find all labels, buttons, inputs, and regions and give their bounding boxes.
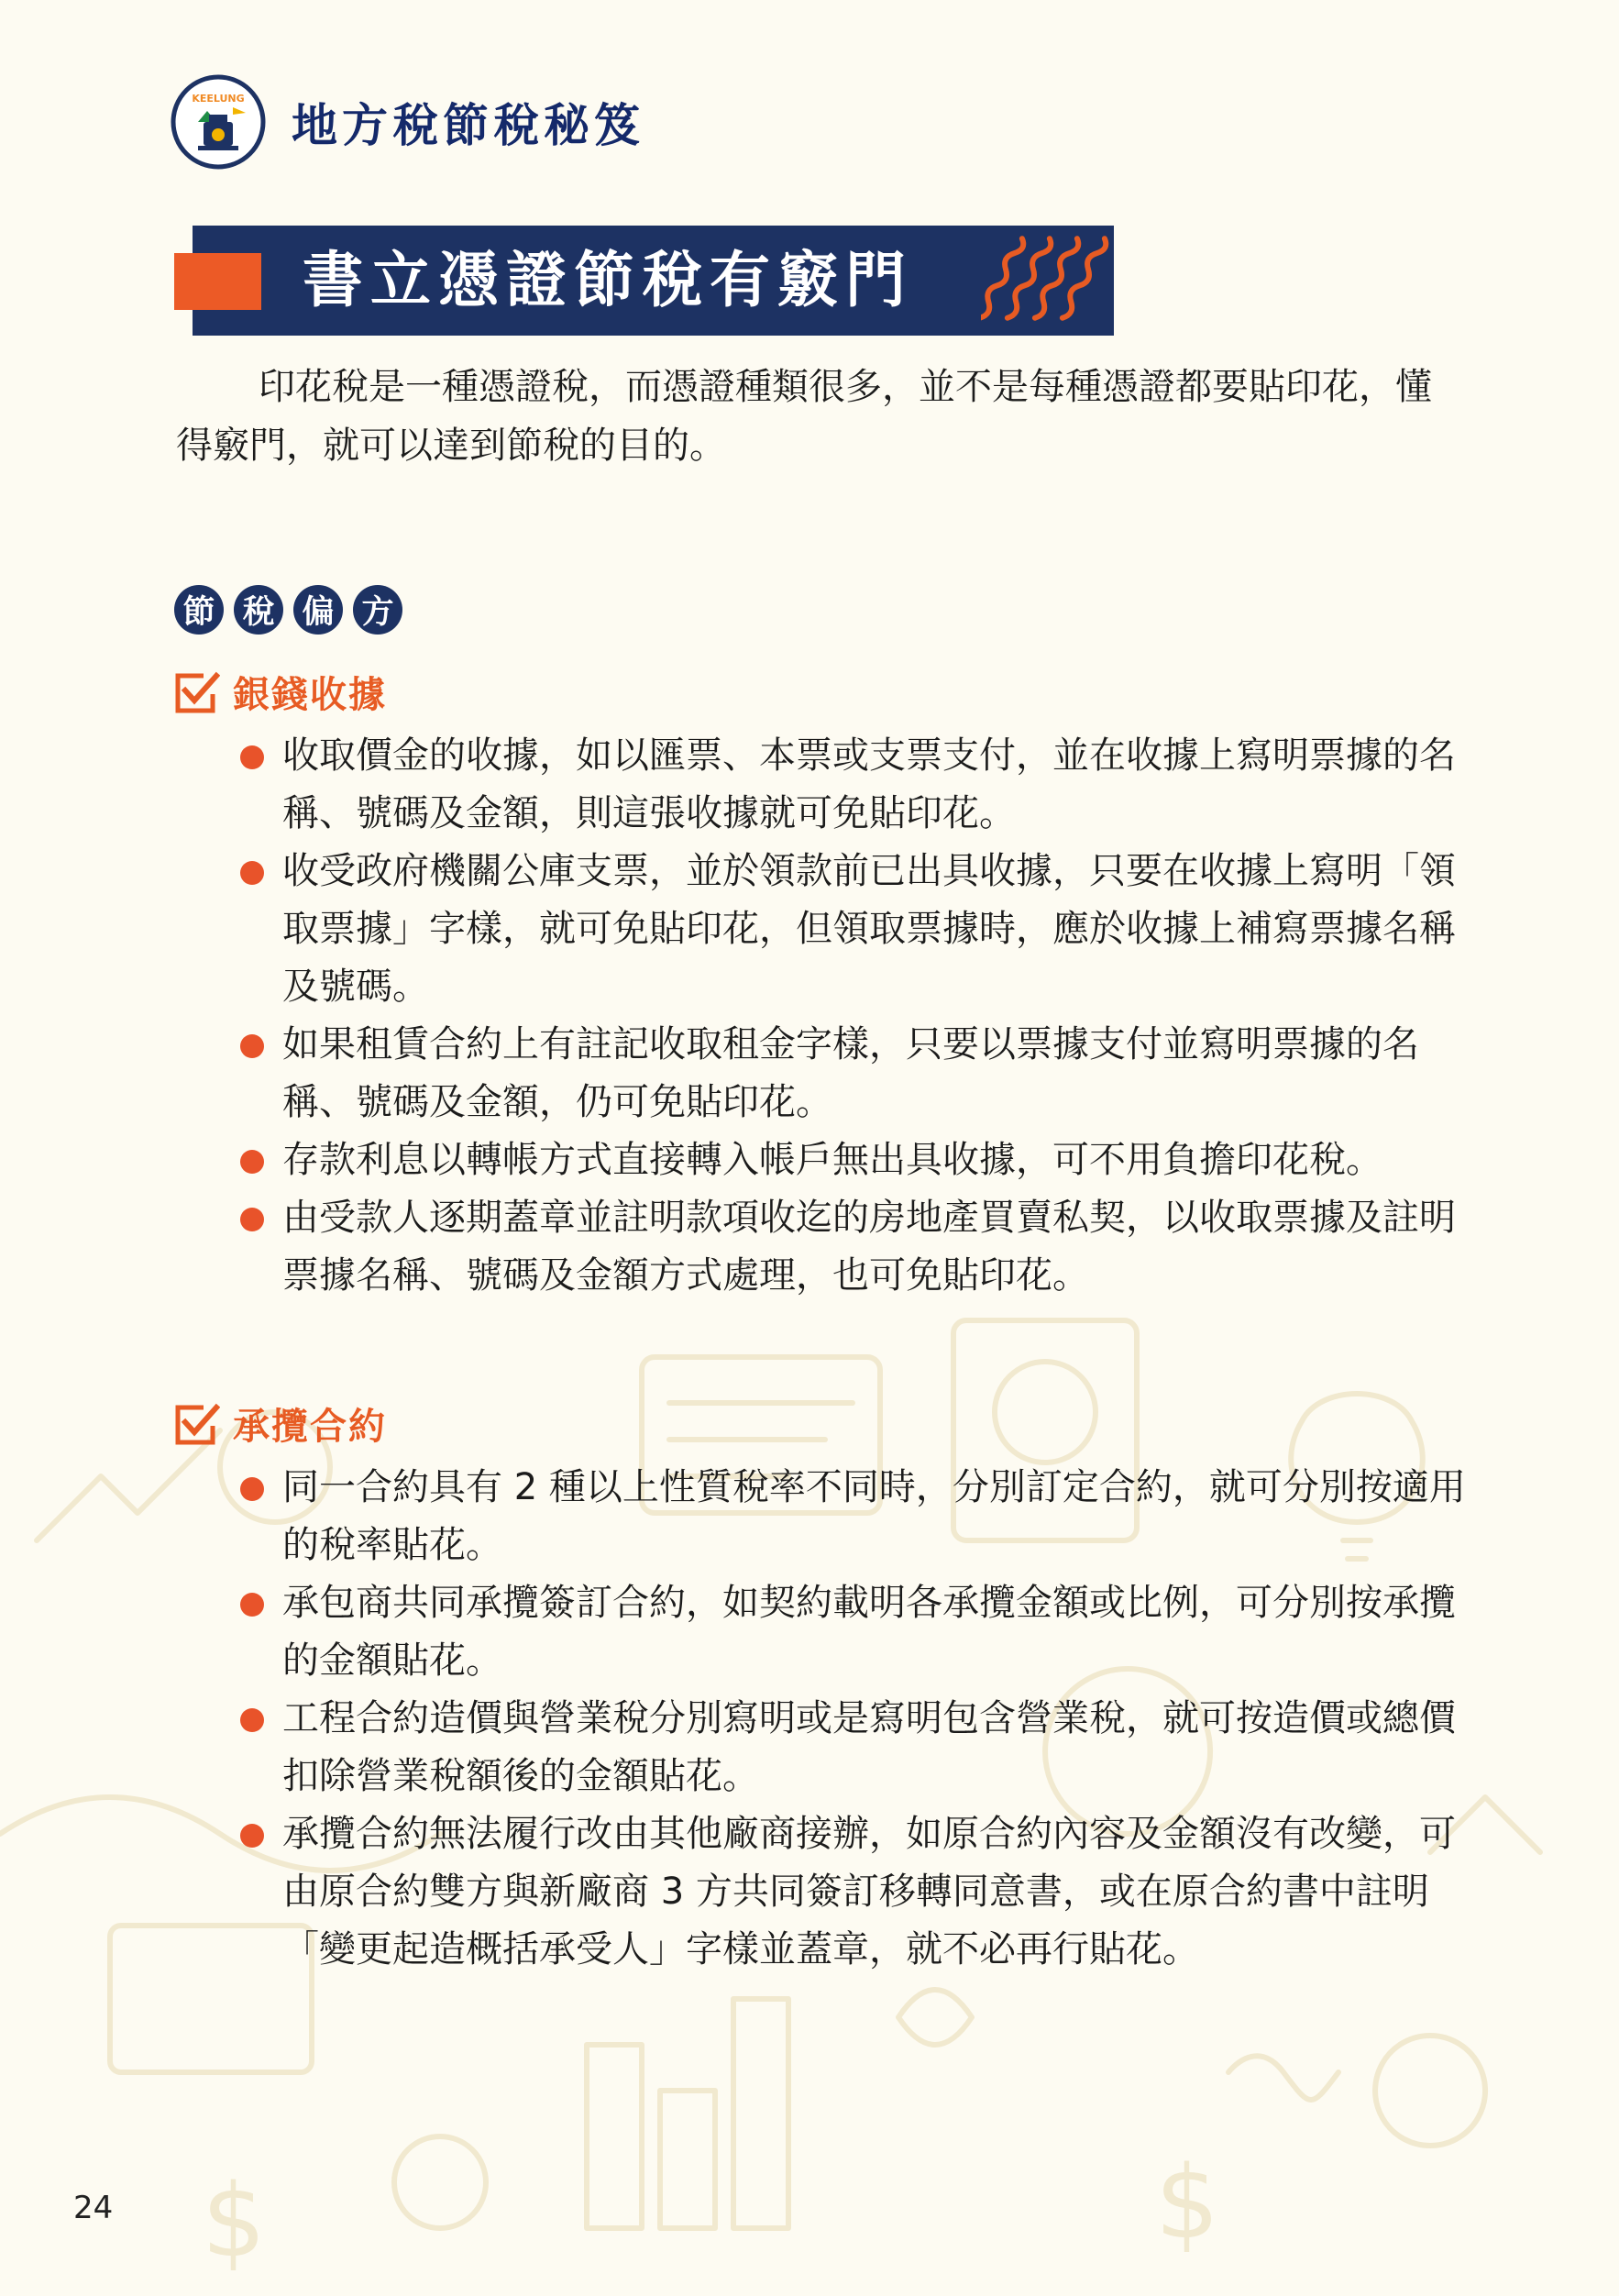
intro-paragraph — [176, 358, 1459, 475]
section-heading-receipts — [174, 666, 387, 718]
list-item: 由受款人逐期蓋章並註明款項收迄的房地產買賣私契，以收取票據及註明票據名稱、號碼及金額方式處理，也可免貼印花。 — [240, 1189, 1469, 1305]
list-item: 存款利息以轉帳方式直接轉入帳戶無出具收據，可不用負擔印花稅。 — [240, 1131, 1469, 1189]
bullet-dot-icon — [240, 1208, 264, 1231]
intro-text: 印花稅是一種憑證稅，而憑證種類很多，並不是每種憑證都要貼印花，懂得竅門，就可以達到節稅的目的。 — [176, 366, 1432, 467]
section-heading-contracts — [174, 1397, 387, 1450]
section-title: 承攬合約 — [233, 1406, 387, 1448]
tips-char: 方 — [353, 585, 402, 635]
page-number: 24 — [73, 2190, 114, 2226]
chapter-title: 書立憑證節稅有竅門 — [303, 245, 913, 315]
list-item: 同一合約具有 2 種以上性質稅率不同時，分別訂定合約，就可分別按適用的稅率貼花。 — [240, 1459, 1469, 1574]
tips-char: 偏 — [293, 585, 343, 635]
list-item: 承包商共同承攬簽訂合約，如契約載明各承攬金額或比例，可分別按承攬的金額貼花。 — [240, 1574, 1469, 1690]
list-item: 承攬合約無法履行改由其他廠商接辦，如原合約內容及金額沒有改變，可由原合約雙方與新廠商 3 方共同簽訂移轉同意書，或在原合約書中註明「變更起造概括承受人」字樣並蓋章，就不必再行貼花。 — [240, 1805, 1469, 1979]
list-item: 如果租賃合約上有註記收取租金字樣，只要以票據支付並寫明票據的名稱、號碼及金額，仍可免貼印花。 — [240, 1016, 1469, 1131]
contract-tips-list — [240, 1459, 1469, 1979]
receipt-tips-list — [240, 727, 1469, 1305]
list-item: 收受政府機關公庫支票，並於領款前已出具收據，只要在收據上寫明「領取票據」字樣，就可免貼印花，但領取票據時，應於收據上補寫票據名稱及號碼。 — [240, 843, 1469, 1016]
keelung-city-seal-icon — [171, 74, 266, 170]
svg-text:$: $ — [1155, 2144, 1219, 2261]
checkbox-check-icon — [174, 670, 220, 714]
bullet-dot-icon — [240, 1034, 264, 1058]
tips-char: 稅 — [234, 585, 283, 635]
section-title: 銀錢收據 — [233, 674, 387, 716]
bullet-dot-icon — [240, 1150, 264, 1174]
bullet-dot-icon — [240, 861, 264, 885]
bullet-dot-icon — [240, 1593, 264, 1617]
bullet-dot-icon — [240, 745, 264, 769]
chapter-banner — [193, 226, 1114, 336]
banner-accent-bar — [174, 253, 261, 310]
list-item: 收取價金的收據，如以匯票、本票或支票支付，並在收據上寫明票據的名稱、號碼及金額，則這張收據就可免貼印花。 — [240, 727, 1469, 843]
bullet-dot-icon — [240, 1708, 264, 1732]
svg-text:$: $ — [202, 2162, 266, 2279]
document-title: 地方稅節稅秘笈 — [292, 99, 644, 152]
checkbox-check-icon — [174, 1402, 220, 1446]
page-header — [171, 72, 644, 172]
tips-badge — [174, 585, 413, 635]
bullet-dot-icon — [240, 1477, 264, 1501]
bullet-dot-icon — [240, 1824, 264, 1848]
list-item: 工程合約造價與營業稅分別寫明或是寫明包含營業稅，就可按造價或總價扣除營業稅額後的金額貼花。 — [240, 1690, 1469, 1805]
logo-text: KEELUNG — [192, 93, 245, 105]
wave-pattern-icon — [981, 231, 1109, 330]
tips-char: 節 — [174, 585, 224, 635]
